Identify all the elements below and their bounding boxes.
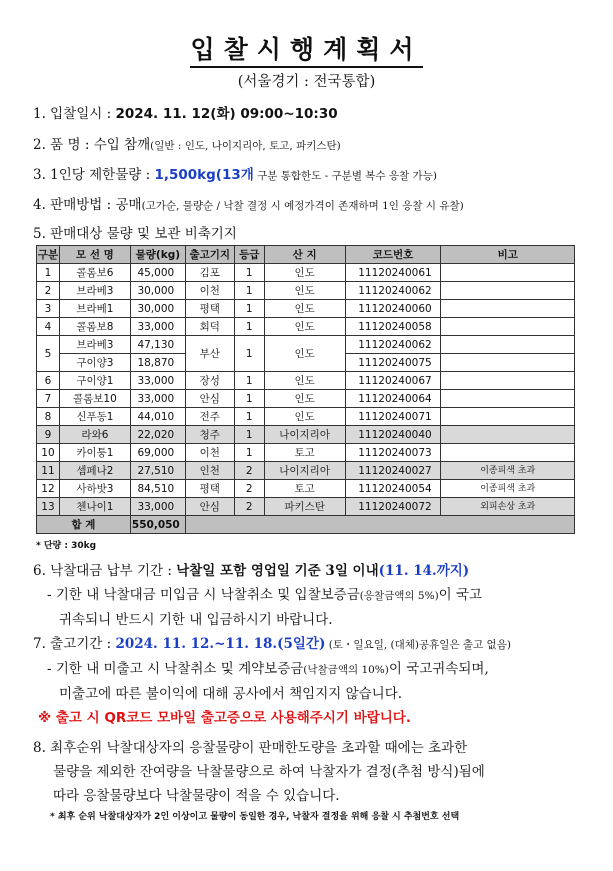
section-3-limit: 3. 1인당 제한물량 : 1,500kg(13개 구분 통합한도 - 구분별 복수 응찰 가능) [33, 167, 437, 183]
table-row: 6 구이양1 33,000 장성 1 인도 11120240067 [37, 372, 575, 390]
unit-note: * 단량 : 30kg [36, 541, 97, 551]
table-row: 1 콜롬보6 45,000 김포 1 인도 11120240061 [37, 264, 575, 282]
section-4-sale-method: 4. 판매방법 : 공매(고가순, 물량순 / 낙찰 결정 시 예정가격이 존재하며 1인 응찰 시 유찰) [33, 197, 464, 213]
table-header-row [37, 246, 575, 264]
table-row: 9 라와6 22,020 청주 1 나이지리아 11120240040 [37, 426, 575, 444]
header-depot: 출고기지 [185, 246, 234, 264]
table-row: 4 콜롬보8 33,000 회덕 1 인도 11120240058 [37, 318, 575, 336]
table-row: 10 카이퉁1 69,000 이천 1 토고 11120240073 [37, 444, 575, 462]
table-row: 7 콜롬보10 33,000 안심 1 인도 11120240064 [37, 390, 575, 408]
section-1-bid-datetime: 1. 입찰일시 : 2024. 11. 12(화) 09:00~10:30 [33, 106, 338, 122]
sale-items-table [36, 245, 575, 534]
section-5-heading: 5. 판매대상 물량 및 보관 비축기지 [33, 226, 237, 242]
header-origin: 산 지 [264, 246, 345, 264]
table-row: 11 셈페나2 27,510 인천 2 나이지리아 11120240027 이종피색 초과 [37, 462, 575, 480]
section-7-release-period: 7. 출고기간 : 2024. 11. 12.~11. 18.(5일간) (토・일요일, (대체)공휴일은 출고 없음) - 기한 내 미출고 시 낙찰취소 및 계약보증금(낙찰금액의 10%)이 국고귀속되며, 미출고에 따른 불이익에 대해 공사에서 책임지지 않습니다. [33, 636, 511, 702]
header-code: 코드번호 [345, 246, 441, 264]
section-8-final-bidder: 8. 최후순위 낙찰대상자의 응찰물량이 판매한도량을 초과할 때에는 초과한 물량을 제외한 잔여량을 낙찰물량으로 하여 낙찰자가 결정(추첨 방식)됨에 따라 응찰물량보다 낙찰물량이 적을 수 있습니다. [33, 740, 485, 804]
total-value: 550,050 [130, 516, 185, 534]
footnote: * 최후 순위 낙찰대상자가 2인 이상이고 물량이 동일한 경우, 낙찰자 결정을 위해 응찰 시 추첨번호 선택 [50, 812, 460, 822]
table-row: 3 브라베1 30,000 평택 1 인도 11120240060 [37, 300, 575, 318]
table-row: 8 신푸동1 44,010 전주 1 인도 11120240071 [37, 408, 575, 426]
header-ship: 모 선 명 [59, 246, 130, 264]
table-total-row [37, 516, 575, 534]
total-label: 합 계 [37, 516, 131, 534]
section-6-payment: 6. 낙찰대금 납부 기간 : 낙찰일 포함 영업일 기준 3일 이내(11. 14.까지) - 기한 내 낙찰대금 미입금 시 낙찰취소 및 입찰보증금(응찰금액의 5%)이 국고 귀속되니 반드시 기한 내 입금하시기 바랍니다. [33, 563, 483, 628]
table-row: 13 첸나이1 33,000 안심 2 파키스탄 11120240072 외피손상 초과 [37, 498, 575, 516]
table-row: 5 브라베3 47,130 부산 1 인도 11120240062 [37, 336, 575, 354]
table-row: 12 사하밧3 84,510 평택 2 토고 11120240054 이종피색 초과 [37, 480, 575, 498]
section-2-item-name: 2. 품 명 : 수입 참깨(일반 : 인도, 나이지리아, 토고, 파키스탄) [33, 137, 341, 153]
header-grade: 등급 [234, 246, 264, 264]
table-row: 2 브라베3 30,000 이천 1 인도 11120240062 [37, 282, 575, 300]
qr-warning: ※ 출고 시 QR코드 모바일 출고증으로 사용해주시기 바랍니다. [38, 710, 411, 726]
header-note: 비고 [441, 246, 575, 264]
header-quantity: 물량(kg) [130, 246, 185, 264]
header-no: 구분 [37, 246, 60, 264]
table-row: 구이양3 18,870 11120240075 [37, 354, 575, 372]
document-subtitle: (서울경기 : 전국통합) [237, 74, 376, 90]
document-title: 입찰시행계획서 [0, 30, 613, 66]
